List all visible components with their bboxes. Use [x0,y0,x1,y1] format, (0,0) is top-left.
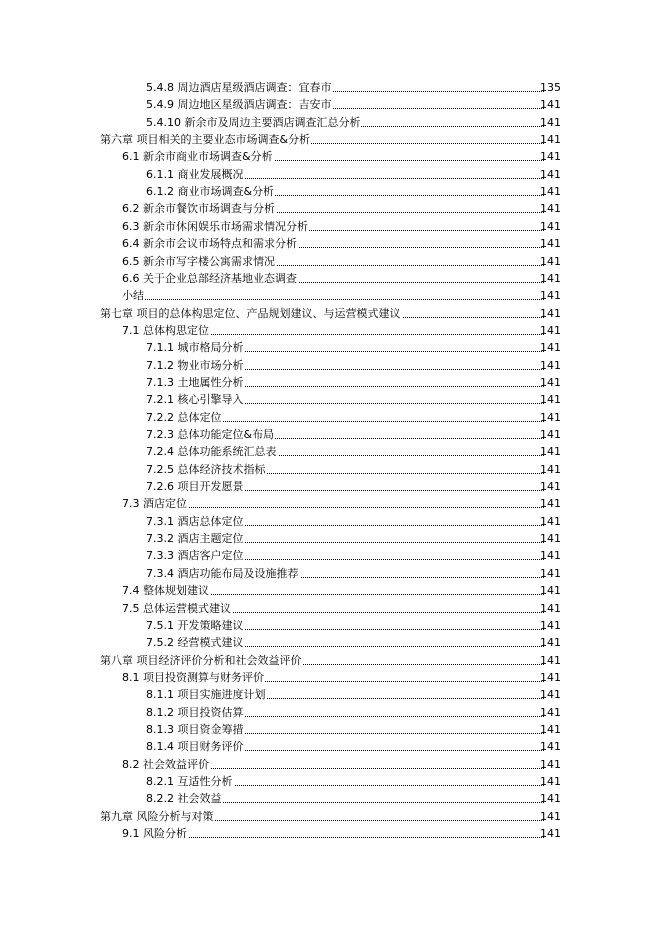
toc-entry-title: 7.2.5 总体经济技术指标 [146,462,266,476]
toc-entry-title: 7.2.6 项目开发愿景 [146,480,244,494]
toc-entry [0,116,662,133]
toc-entry-page-number: 141 [540,150,561,164]
toc-entry [0,706,662,723]
toc-dot-leader [122,299,544,300]
toc-entry-page-number: 141 [540,98,561,112]
toc-entry-page-number: 141 [540,289,561,303]
toc-entry-title: 7.1.2 物业市场分析 [146,358,244,372]
toc-entry-page-number: 141 [540,566,561,580]
toc-entry [0,497,662,514]
toc-entry-title: 6.1.1 商业发展概况 [146,167,244,181]
toc-entry [0,810,662,827]
toc-entry-page-number: 141 [540,428,561,441]
toc-entry-title: 7.1 总体构思定位 [122,323,209,337]
toc-entry-title: 7.2.2 总体定位 [146,410,222,424]
toc-entry-page-number: 141 [540,722,561,736]
toc-entry-page-number: 141 [540,202,561,216]
toc-entry-page-number: 141 [540,775,561,788]
toc-entry-page-number: 141 [540,827,561,841]
toc-entry [0,654,662,671]
toc-entry-title: 7.3 酒店定位 [122,497,187,511]
toc-entry-title: 6.5 新余市写字楼公寓需求情况 [122,254,275,268]
toc-entry-page-number: 141 [540,393,561,407]
toc-entry-title: 第七章 项目的总体构思定位、产品规划建议、与运营模式建议 [100,306,401,320]
toc-entry-title: 6.4 新余市会议市场特点和需求分析 [122,237,297,251]
toc-entry [0,740,662,757]
toc-entry [0,237,662,254]
toc-entry-title: 7.2.3 总体功能定位&布局 [146,428,275,441]
toc-entry-page-number: 141 [540,462,561,476]
toc-entry [0,827,662,844]
toc-entry [0,428,662,445]
toc-entry-page-number: 141 [540,549,561,563]
toc-entry [0,185,662,202]
toc-entry-page-number: 141 [540,306,561,320]
toc-entry [0,688,662,705]
toc-entry-page-number: 141 [540,445,561,459]
toc-entry-title: 8.1 项目投资测算与财务评价 [122,670,264,684]
toc-entry-page-number: 141 [540,375,561,389]
toc-entry [0,307,662,324]
toc-entry-title: 第六章 项目相关的主要业态市场调查&分析 [100,133,311,147]
toc-entry-page-number: 141 [540,410,561,424]
toc-entry-title: 7.5.1 开发策略建议 [146,618,244,632]
toc-entry-title: 7.4 整体规划建议 [122,584,209,598]
toc-entry-page-number: 141 [540,740,561,754]
toc-entry [0,220,662,237]
toc-entry-title: 7.3.2 酒店主题定位 [146,532,244,546]
toc-entry [0,81,662,98]
toc-entry-page-number: 135 [540,81,561,94]
toc-entry-page-number: 141 [540,601,561,615]
toc-entry-title: 7.3.4 酒店功能布局及设施推荐 [146,566,299,580]
toc-entry-page-number: 141 [540,497,561,511]
toc-entry-page-number: 141 [540,514,561,528]
toc-entry-title: 7.2.1 核心引擎导入 [146,393,244,407]
toc-entry-page-number: 141 [540,167,561,181]
toc-entry-page-number: 141 [540,653,561,667]
toc-entry-page-number: 141 [540,341,561,355]
toc-entry-title: 7.1.1 城市格局分析 [146,341,244,355]
toc-entry [0,549,662,566]
toc-entry [0,255,662,272]
toc-entry [0,98,662,115]
toc-entry [0,202,662,219]
toc-entry-title: 8.1.4 项目财务评价 [146,740,244,754]
toc-entry [0,445,662,462]
toc-entry-title: 7.2.4 总体功能系统汇总表 [146,445,277,459]
toc-entry [0,723,662,740]
toc-entry-title: 第八章 项目经济评价分析和社会效益评价 [100,653,302,667]
toc-entry-title: 5.4.8 周边酒店星级酒店调查：宜春市 [146,81,332,94]
toc-entry [0,289,662,306]
toc-entry-title: 7.1.3 土地属性分析 [146,375,244,389]
toc-entry-page-number: 141 [540,584,561,598]
toc-entry [0,359,662,376]
toc-entry [0,671,662,688]
toc-entry-page-number: 141 [540,480,561,494]
toc-entry [0,341,662,358]
toc-entry-page-number: 141 [540,254,561,268]
toc-entry [0,515,662,532]
toc-entry-title: 5.4.10 新余市及周边主要酒店调查汇总分析 [146,115,361,129]
toc-entry [0,463,662,480]
toc-entry-page-number: 141 [540,358,561,372]
toc-entry-title: 9.1 风险分析 [122,827,187,841]
toc-entry-page-number: 141 [540,219,561,233]
toc-entry-title: 6.1.2 商业市场调查&分析 [146,185,275,199]
toc-entry-title: 5.4.9 周边地区星级酒店调查：吉安市 [146,98,332,112]
toc-entry-title: 8.1.1 项目实施进度计划 [146,688,266,702]
toc-entry-title: 8.2.1 互适性分析 [146,775,233,788]
toc-entry [0,411,662,428]
toc-entry-title: 小结 [122,289,144,303]
toc-entry-title: 6.6 关于企业总部经济基地业态调查 [122,271,297,285]
toc-entry-page-number: 141 [540,636,561,650]
toc-entry [0,792,662,809]
toc-entry [0,775,662,792]
toc-entry [0,532,662,549]
toc-entry [0,636,662,653]
toc-entry-title: 7.3.3 酒店客户定位 [146,549,244,563]
toc-entry [0,567,662,584]
toc-entry-page-number: 141 [540,271,561,285]
toc-entry [0,393,662,410]
toc-entry-page-number: 141 [540,115,561,129]
toc-entry [0,133,662,150]
toc-entry [0,168,662,185]
toc-entry-page-number: 141 [540,237,561,251]
toc-entry-title: 8.1.2 项目投资估算 [146,705,244,719]
toc-entry [0,376,662,393]
toc-entry [0,150,662,167]
toc-entry-page-number: 141 [540,688,561,702]
toc-entry [0,480,662,497]
toc-entry-page-number: 141 [540,705,561,719]
toc-entry-page-number: 141 [540,670,561,684]
toc-entry-title: 8.1.3 项目资金筹措 [146,722,244,736]
toc-entry-page-number: 141 [540,792,561,806]
toc-entry [0,584,662,601]
toc-entry [0,619,662,636]
toc-entry [0,272,662,289]
toc-entry-title: 8.2 社会效益评价 [122,757,209,771]
toc-entry [0,758,662,775]
toc-entry-page-number: 141 [540,133,561,147]
toc-entry-title: 7.3.1 酒店总体定位 [146,514,244,528]
toc-entry-page-number: 141 [540,618,561,632]
toc-entry-page-number: 141 [540,323,561,337]
toc-entry-page-number: 141 [540,185,561,199]
toc-entry-title: 6.1 新余市商业市场调查&分析 [122,150,273,164]
toc-entry-page-number: 141 [540,532,561,546]
toc-entry [0,602,662,619]
toc-entry [0,324,662,341]
toc-entry-title: 7.5 总体运营模式建议 [122,601,231,615]
toc-entry-title: 6.2 新余市餐饮市场调查与分析 [122,202,275,216]
toc-entry-title: 第九章 风险分析与对策 [100,809,214,823]
toc-entry-title: 6.3 新余市休闲娱乐市场需求情况分析 [122,219,308,233]
toc-entry-page-number: 141 [540,809,561,823]
toc-entry-page-number: 141 [540,757,561,771]
toc-entry-title: 7.5.2 经营模式建议 [146,636,244,650]
toc-entry-title: 8.2.2 社会效益 [146,792,222,806]
